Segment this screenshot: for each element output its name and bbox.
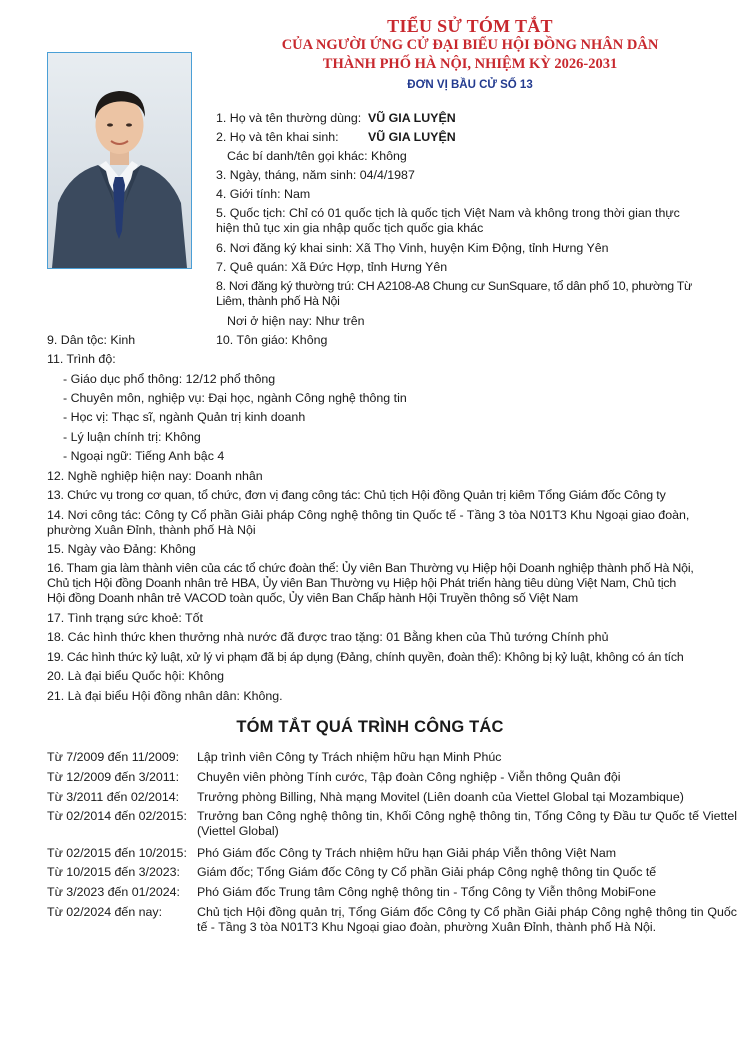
field-party-admission: 15. Ngày vào Đảng: Không [47, 542, 196, 556]
field-peoples-council: 21. Là đại biểu Hội đồng nhân dân: Không. [47, 689, 283, 703]
candidate-portrait [47, 52, 192, 269]
work-description: Trưởng phòng Billing, Nhà mạng Movitel (Liên doanh của Viettel Global tại Mozambique) [197, 790, 684, 804]
work-description: Phó Giám đốc Công ty Trách nhiệm hữu hạn Giải pháp Viễn thông Việt Nam [197, 846, 617, 860]
work-description: Giám đốc; Tổng Giám đốc Công ty Cổ phần Giải pháp Công nghệ thông tin Quốc tế [197, 865, 657, 879]
field-discipline: 19. Các hình thức kỷ luật, xử lý vi phạm đã bị áp dụng (Đảng, chính quyền, đoàn thể): Không bị kỷ luật, không có án tích [47, 650, 684, 664]
field-national-assembly: 20. Là đại biểu Quốc hội: Không [47, 669, 225, 683]
work-description: Chủ tịch Hội đồng quản trị, Tổng Giám đốc Công ty Cổ phần Giải pháp Công nghệ thông tin Quốc tế - Tầng 3 tòa N01T3 Khu Ngoại giao đoàn, phường Xuân Đỉnh, thành phố Hà Nội. [197, 905, 737, 934]
field-position: 13. Chức vụ trong cơ quan, tổ chức, đơn vị đang công tác: Chủ tịch Hội đồng Quản trị kiêm Tổng Giám đốc Công ty [47, 488, 666, 502]
qualification-political-theory: - Lý luận chính trị: Không [63, 430, 201, 444]
field-occupation: 12. Nghề nghiệp hiện nay: Doanh nhân [47, 469, 263, 483]
work-period: Từ 7/2009 đến 11/2009: [47, 750, 180, 764]
work-period: Từ 02/2015 đến 10/2015: [47, 846, 187, 860]
birth-name-value: VŨ GIA LUYỆN [368, 130, 456, 144]
field-organizations: 16. Tham gia làm thành viên của các tổ chức đoàn thể: Ủy viên Ban Thường vụ Hiệp hội Doanh nghiệp thành phố Hà Nội, Chủ tịch Hội đồng Doanh nhân trẻ HBA, Ủy viên Ban Thường vụ Hiệp hội Phát triển hàng tiêu dùng Việt Nam, Chủ tịch Hội đồng Doanh nhân trẻ VACOD toàn quốc, Ủy viên Ban Chấp hành Hội Truyền thông số Việt Nam [47, 561, 694, 605]
field-religion: 10. Tôn giáo: Không [216, 333, 328, 347]
document-title: TIỂU SỬ TÓM TẮT [387, 16, 553, 36]
field-common-name: 1. Họ và tên thường dùng: VŨ GIA LUYỆN [216, 111, 456, 125]
work-period: Từ 10/2015 đến 3/2023: [47, 865, 180, 879]
field-awards: 18. Các hình thức khen thưởng nhà nước đã được trao tặng: 01 Bằng khen của Thủ tướng Chính phủ [47, 630, 609, 644]
work-period: Từ 02/2014 đến 02/2015: [47, 809, 187, 823]
work-period: Từ 12/2009 đến 3/2011: [47, 770, 180, 784]
field-workplace: 14. Nơi công tác: Công ty Cổ phần Giải pháp Công nghệ thông tin Quốc tế - Tầng 3 tòa N01T3 Khu Ngoại giao đoàn, phường Xuân Đỉnh, thành phố Hà Nội [47, 508, 690, 537]
field-hometown: 7. Quê quán: Xã Đức Hợp, tỉnh Hưng Yên [216, 260, 448, 274]
field-aliases: Các bí danh/tên gọi khác: Không [227, 149, 407, 163]
field-nationality: 5. Quốc tịch: Chỉ có 01 quốc tịch là quốc tịch Việt Nam và không trong thời gian thực hiện thủ tục xin gia nhập quốc tịch quốc gia khác [216, 206, 680, 235]
qualification-foreign-language: - Ngoại ngữ: Tiếng Anh bậc 4 [63, 449, 225, 463]
work-description: Chuyên viên phòng Tính cước, Tập đoàn Công nghiệp - Viễn thông Quân đội [197, 770, 621, 784]
field-permanent-residence: 8. Nơi đăng ký thường trú: CH A2108-A8 Chung cư SunSquare, tổ dân phố 10, phường Từ Liêm, thành phố Hà Nội [216, 279, 693, 308]
field-date-of-birth: 3. Ngày, tháng, năm sinh: 04/4/1987 [216, 168, 415, 182]
field-ethnicity: 9. Dân tộc: Kinh [47, 333, 136, 347]
work-description: Lập trình viên Công ty Trách nhiệm hữu hạn Minh Phúc [197, 750, 502, 764]
field-qualifications: 11. Trình độ: [47, 352, 116, 366]
field-gender: 4. Giới tính: Nam [216, 187, 311, 201]
qualification-general-education: - Giáo dục phổ thông: 12/12 phổ thông [63, 372, 276, 386]
work-period: Từ 02/2024 đến nay: [47, 905, 163, 919]
document-subtitle-1: CỦA NGƯỜI ỨNG CỬ ĐẠI BIỂU HỘI ĐỒNG NHÂN DÂN [281, 37, 659, 53]
document-subtitle-2: THÀNH PHỐ HÀ NỘI, NHIỆM KỲ 2026-2031 [322, 56, 618, 72]
work-history-title: TÓM TẮT QUÁ TRÌNH CÔNG TÁC [236, 718, 504, 736]
field-birth-name: 2. Họ và tên khai sinh: VŨ GIA LUYỆN [216, 130, 456, 144]
field-health: 17. Tình trạng sức khoẻ: Tốt [47, 611, 203, 625]
field-current-residence: Nơi ở hiện nay: Như trên [227, 314, 365, 328]
qualification-professional: - Chuyên môn, nghiệp vụ: Đại học, ngành Công nghệ thông tin [63, 391, 407, 405]
common-name-value: VŨ GIA LUYỆN [368, 111, 456, 125]
electoral-unit: ĐƠN VỊ BẦU CỬ SỐ 13 [407, 79, 533, 91]
work-period: Từ 3/2023 đến 01/2024: [47, 885, 180, 899]
work-description: Phó Giám đốc Trung tâm Công nghệ thông tin - Tổng Công ty Viễn thông MobiFone [197, 885, 656, 899]
work-description: Trưởng ban Công nghệ thông tin, Khối Công nghệ thông tin, Tổng Công ty Đầu tư Quốc tế Viettel (Viettel Global) [197, 809, 737, 838]
document-header [200, 16, 740, 95]
field-birth-registration: 6. Nơi đăng ký khai sinh: Xã Thọ Vinh, huyện Kim Động, tỉnh Hưng Yên [216, 241, 609, 255]
qualification-degree: - Học vị: Thạc sĩ, ngành Quản trị kinh doanh [63, 410, 306, 424]
work-period: Từ 3/2011 đến 02/2014: [47, 790, 180, 804]
